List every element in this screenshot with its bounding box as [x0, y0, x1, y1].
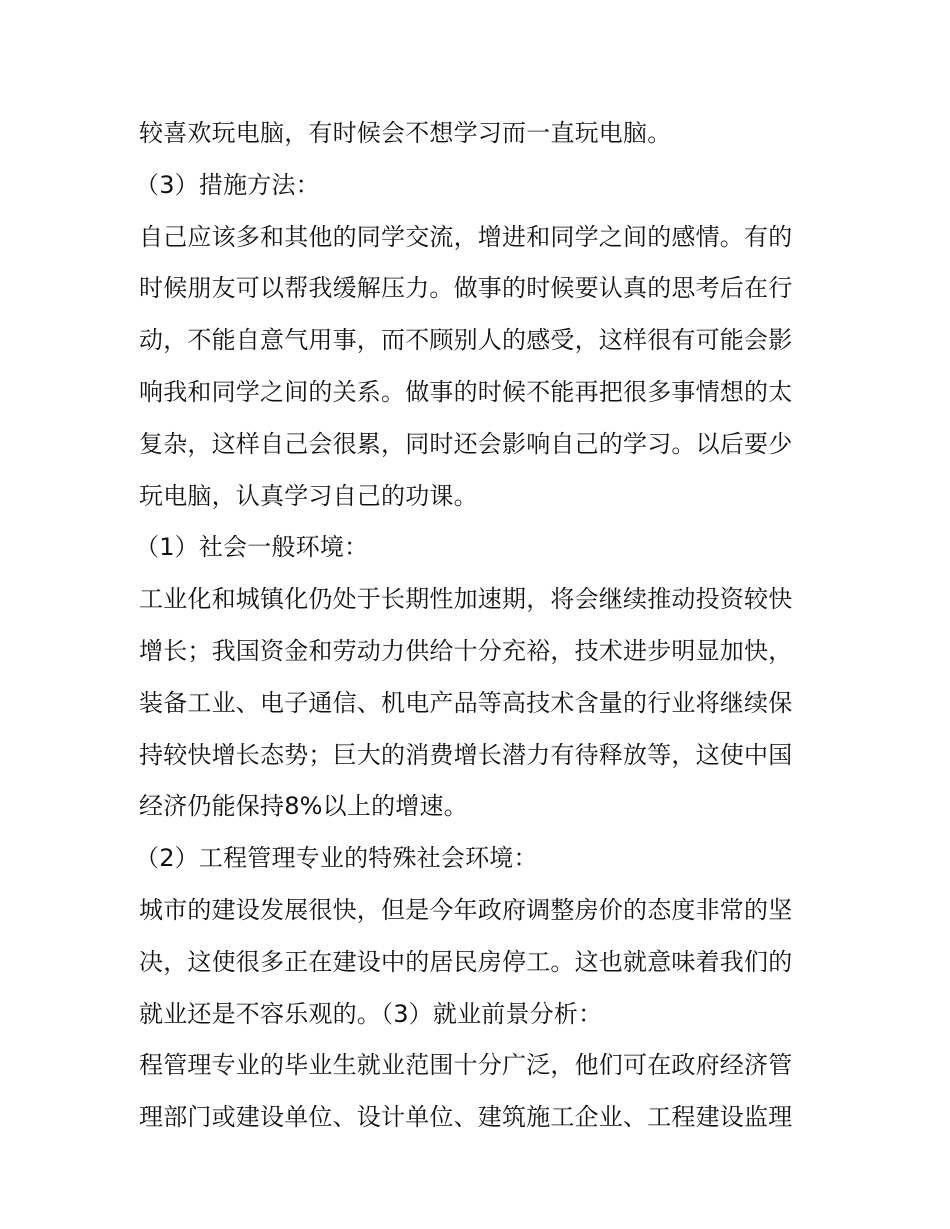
- text-line: 程管理专业的毕业生就业范围十分广泛，他们可在政府经济管: [139, 1051, 793, 1080]
- section-heading-social-environment: （1）社会一般环境：: [135, 533, 369, 562]
- text-line: 就业还是不容乐观的。（3）就业前景分析：: [139, 999, 603, 1028]
- text-line: 动，不能自意气用事，而不顾别人的感受，这样很有可能会影: [139, 326, 793, 355]
- text-line: 复杂，这样自己会很累，同时还会影响自己的学习。以后要少: [139, 429, 793, 458]
- text-line: 较喜欢玩电脑，有时候会不想学习而一直玩电脑。: [139, 119, 672, 147]
- text-line: 经济仍能保持8%以上的增速。: [139, 792, 468, 821]
- text-line: 理部门或建设单位、设计单位、建筑施工企业、工程建设监理: [139, 1103, 793, 1132]
- text-line: 增长；我国资金和劳动力供给十分充裕，技术进步明显加快，: [139, 636, 793, 665]
- section-heading-special-environment: （2）工程管理专业的特殊社会环境：: [135, 844, 538, 873]
- text-line: 决，这使很多正在建设中的居民房停工。这也就意味着我们的: [139, 947, 793, 976]
- body-text: [135, 108, 815, 1144]
- text-line: 持较快增长态势；巨大的消费增长潜力有待释放等，这使中国: [139, 740, 793, 769]
- text-line: 装备工业、电子通信、机电产品等高技术含量的行业将继续保: [139, 688, 793, 717]
- text-line: 自己应该多和其他的同学交流，增进和同学之间的感情。有的: [139, 222, 793, 251]
- text-line: 响我和同学之间的关系。做事的时候不能再把很多事情想的太: [139, 377, 793, 406]
- text-line: 城市的建设发展很快，但是今年政府调整房价的态度非常的坚: [139, 895, 793, 924]
- text-line: 工业化和城镇化仍处于长期性加速期，将会继续推动投资较快: [139, 585, 793, 614]
- text-line: 时候朋友可以帮我缓解压力。做事的时候要认真的思考后在行: [139, 274, 793, 303]
- text-line: 玩电脑，认真学习自己的功课。: [139, 481, 478, 510]
- section-heading-measures: （3）措施方法：: [135, 170, 320, 199]
